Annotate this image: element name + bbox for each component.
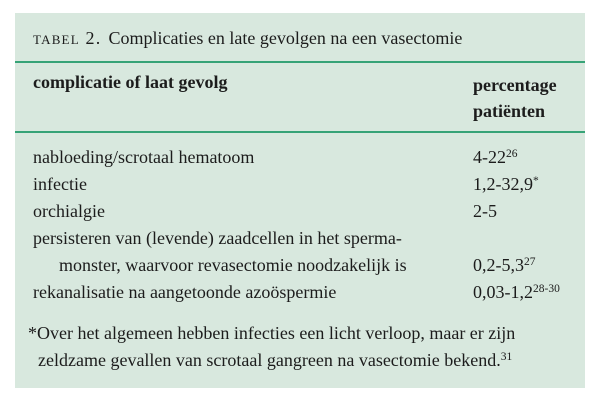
- row-value: $4-22^{26}$: [473, 147, 518, 167]
- citation-sup: *: [533, 175, 539, 187]
- table-footnote: [15, 306, 585, 374]
- row-value: 0,03-1,2$^{28-30}$: [473, 282, 560, 302]
- table-row: [33, 225, 567, 252]
- row-label: rekanalisatie na aangetoonde azoöspermie: [33, 282, 337, 302]
- header-percentage: [473, 72, 557, 124]
- row-label-continued: monster, waarvoor revasectomie noodzakelijk is: [59, 255, 407, 275]
- citation-sup: 28-30: [533, 283, 560, 295]
- citation-sup: 26: [506, 148, 518, 160]
- table-panel: [15, 13, 585, 388]
- table-row-continuation: [33, 252, 567, 279]
- table-row: [33, 171, 567, 198]
- row-label: persisteren van (levende) zaadcellen in het sperma-: [33, 228, 402, 248]
- table-row: [33, 144, 567, 171]
- citation-sup: 31: [500, 351, 513, 363]
- table-title: Complicaties en late gevolgen na een vasectomie: [108, 27, 463, 48]
- footnote-line2: zeldzame gevallen van scrotaal gangreen na vasectomie bekend.$^{31}$: [38, 350, 513, 370]
- row-label: orchialgie: [33, 201, 105, 221]
- header-complication: complicatie of laat gevolg: [33, 72, 228, 92]
- row-label: nabloeding/scrotaal hematoom: [33, 147, 255, 167]
- row-value: 1,2-32,9*: [473, 174, 539, 194]
- citation-sup: 27: [524, 256, 536, 268]
- table-caption: [15, 13, 585, 63]
- table-number-label: tabel 2.: [33, 27, 102, 48]
- table-body: [15, 133, 585, 306]
- row-value: 2-5: [473, 201, 497, 221]
- table-row: [33, 279, 567, 306]
- header-percentage-line2: patiënten: [473, 101, 545, 121]
- table-row: [33, 198, 567, 225]
- footnote-line1: *Over het algemeen hebben infecties een licht verloop, maar er zijn: [28, 323, 516, 343]
- table-header-row: [15, 63, 585, 133]
- row-value: $0,2-5,3^{27}$: [473, 255, 536, 275]
- header-percentage-line1: percentage: [473, 75, 557, 95]
- row-label: infectie: [33, 174, 87, 194]
